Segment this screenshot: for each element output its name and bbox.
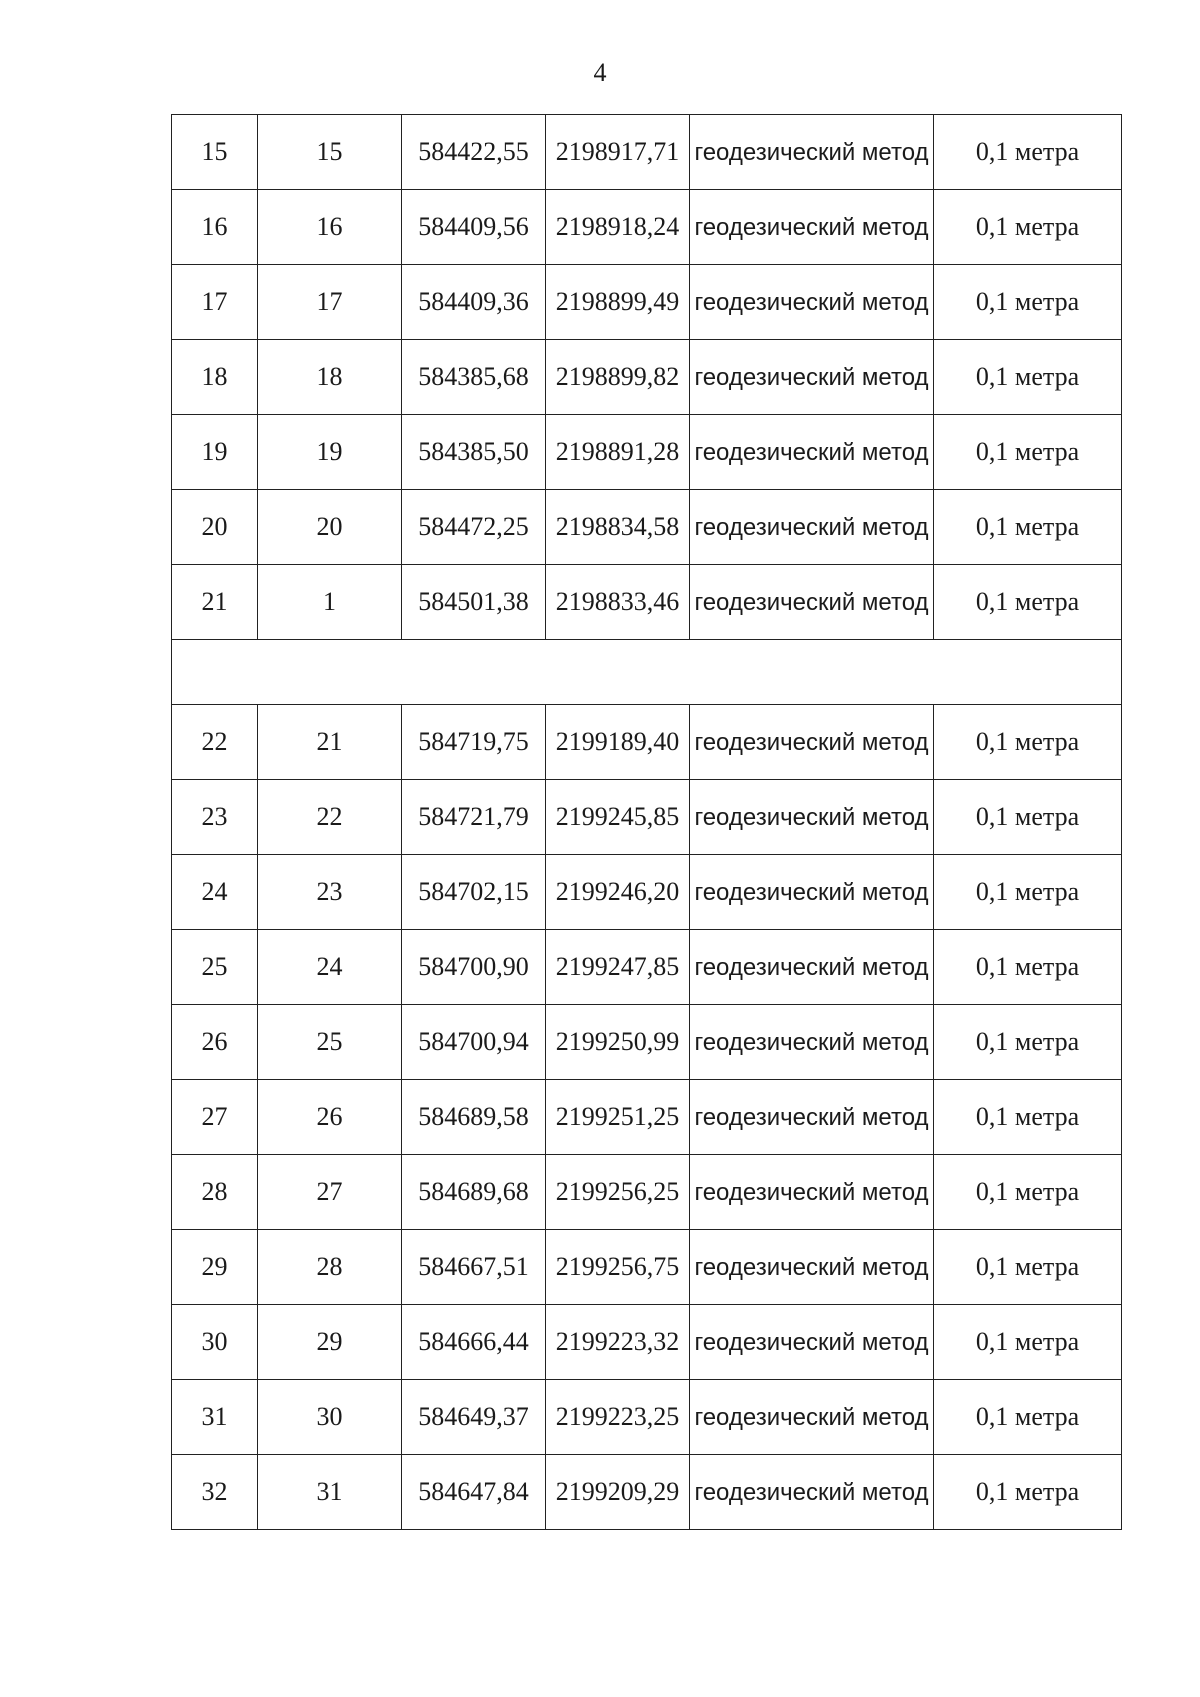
accuracy-cell: 0,1 метра xyxy=(934,780,1122,855)
accuracy-cell: 0,1 метра xyxy=(934,1155,1122,1230)
coordinate-x-cell: 584472,25 xyxy=(402,490,546,565)
table-row xyxy=(172,1230,1122,1305)
accuracy-cell: 0,1 метра xyxy=(934,705,1122,780)
coordinate-y-cell: 2199189,40 xyxy=(546,705,690,780)
table-row xyxy=(172,780,1122,855)
table-row xyxy=(172,115,1122,190)
row-number-cell: 26 xyxy=(172,1005,258,1080)
method-cell: геодезический метод xyxy=(690,1155,934,1230)
section-separator-cell xyxy=(172,640,1122,705)
accuracy-cell: 0,1 метра xyxy=(934,190,1122,265)
row-number-cell: 24 xyxy=(172,855,258,930)
table-row xyxy=(172,1380,1122,1455)
method-cell: геодезический метод xyxy=(690,1230,934,1305)
coordinate-y-cell: 2198833,46 xyxy=(546,565,690,640)
method-cell: геодезический метод xyxy=(690,1080,934,1155)
accuracy-cell: 0,1 метра xyxy=(934,1305,1122,1380)
accuracy-cell: 0,1 метра xyxy=(934,340,1122,415)
accuracy-cell: 0,1 метра xyxy=(934,930,1122,1005)
method-cell: геодезический метод xyxy=(690,1305,934,1380)
method-cell: геодезический метод xyxy=(690,930,934,1005)
point-number-cell: 25 xyxy=(258,1005,402,1080)
point-number-cell: 27 xyxy=(258,1155,402,1230)
row-number-cell: 31 xyxy=(172,1380,258,1455)
coordinate-y-cell: 2198918,24 xyxy=(546,190,690,265)
accuracy-cell: 0,1 метра xyxy=(934,1080,1122,1155)
method-cell: геодезический метод xyxy=(690,780,934,855)
point-number-cell: 23 xyxy=(258,855,402,930)
point-number-cell: 21 xyxy=(258,705,402,780)
table-row xyxy=(172,1455,1122,1530)
table-row xyxy=(172,855,1122,930)
coordinate-y-cell: 2198899,82 xyxy=(546,340,690,415)
row-number-cell: 17 xyxy=(172,265,258,340)
row-number-cell: 16 xyxy=(172,190,258,265)
table-row xyxy=(172,340,1122,415)
method-cell: геодезический метод xyxy=(690,415,934,490)
row-number-cell: 29 xyxy=(172,1230,258,1305)
coordinate-y-cell: 2199245,85 xyxy=(546,780,690,855)
method-cell: геодезический метод xyxy=(690,340,934,415)
row-number-cell: 25 xyxy=(172,930,258,1005)
point-number-cell: 28 xyxy=(258,1230,402,1305)
row-number-cell: 32 xyxy=(172,1455,258,1530)
coordinate-y-cell: 2198891,28 xyxy=(546,415,690,490)
point-number-cell: 31 xyxy=(258,1455,402,1530)
coordinate-x-cell: 584501,38 xyxy=(402,565,546,640)
section-separator-row xyxy=(172,640,1122,705)
coordinate-y-cell: 2199209,29 xyxy=(546,1455,690,1530)
table-row xyxy=(172,190,1122,265)
coordinate-x-cell: 584700,94 xyxy=(402,1005,546,1080)
method-cell: геодезический метод xyxy=(690,565,934,640)
page-number: 4 xyxy=(593,58,607,87)
point-number-cell: 22 xyxy=(258,780,402,855)
coordinate-y-cell: 2199250,99 xyxy=(546,1005,690,1080)
accuracy-cell: 0,1 метра xyxy=(934,1380,1122,1455)
coordinate-x-cell: 584721,79 xyxy=(402,780,546,855)
point-number-cell: 19 xyxy=(258,415,402,490)
coordinate-x-cell: 584409,56 xyxy=(402,190,546,265)
point-number-cell: 16 xyxy=(258,190,402,265)
coordinates-table xyxy=(171,114,1122,1530)
table-row xyxy=(172,490,1122,565)
point-number-cell: 18 xyxy=(258,340,402,415)
accuracy-cell: 0,1 метра xyxy=(934,855,1122,930)
row-number-cell: 30 xyxy=(172,1305,258,1380)
row-number-cell: 21 xyxy=(172,565,258,640)
coordinate-x-cell: 584700,90 xyxy=(402,930,546,1005)
coordinate-y-cell: 2199246,20 xyxy=(546,855,690,930)
coordinate-x-cell: 584385,50 xyxy=(402,415,546,490)
row-number-cell: 22 xyxy=(172,705,258,780)
point-number-cell: 20 xyxy=(258,490,402,565)
coordinate-y-cell: 2199223,32 xyxy=(546,1305,690,1380)
point-number-cell: 26 xyxy=(258,1080,402,1155)
method-cell: геодезический метод xyxy=(690,115,934,190)
table-row xyxy=(172,930,1122,1005)
row-number-cell: 23 xyxy=(172,780,258,855)
coordinate-y-cell: 2199223,25 xyxy=(546,1380,690,1455)
row-number-cell: 27 xyxy=(172,1080,258,1155)
table-row xyxy=(172,1155,1122,1230)
method-cell: геодезический метод xyxy=(690,705,934,780)
coordinate-x-cell: 584385,68 xyxy=(402,340,546,415)
accuracy-cell: 0,1 метра xyxy=(934,1005,1122,1080)
coordinate-y-cell: 2198899,49 xyxy=(546,265,690,340)
row-number-cell: 19 xyxy=(172,415,258,490)
method-cell: геодезический метод xyxy=(690,490,934,565)
point-number-cell: 29 xyxy=(258,1305,402,1380)
row-number-cell: 15 xyxy=(172,115,258,190)
point-number-cell: 17 xyxy=(258,265,402,340)
table-row xyxy=(172,705,1122,780)
row-number-cell: 20 xyxy=(172,490,258,565)
method-cell: геодезический метод xyxy=(690,265,934,340)
coordinates-table-body xyxy=(172,115,1122,1530)
point-number-cell: 24 xyxy=(258,930,402,1005)
point-number-cell: 1 xyxy=(258,565,402,640)
accuracy-cell: 0,1 метра xyxy=(934,490,1122,565)
table-row xyxy=(172,1080,1122,1155)
coordinate-x-cell: 584647,84 xyxy=(402,1455,546,1530)
coordinate-y-cell: 2198834,58 xyxy=(546,490,690,565)
coordinate-x-cell: 584422,55 xyxy=(402,115,546,190)
coordinate-x-cell: 584689,68 xyxy=(402,1155,546,1230)
table-row xyxy=(172,415,1122,490)
table-row xyxy=(172,1005,1122,1080)
method-cell: геодезический метод xyxy=(690,1005,934,1080)
coordinate-x-cell: 584702,15 xyxy=(402,855,546,930)
coordinate-y-cell: 2199256,25 xyxy=(546,1155,690,1230)
coordinate-x-cell: 584649,37 xyxy=(402,1380,546,1455)
method-cell: геодезический метод xyxy=(690,1380,934,1455)
accuracy-cell: 0,1 метра xyxy=(934,265,1122,340)
table-row xyxy=(172,265,1122,340)
table-row xyxy=(172,565,1122,640)
coordinate-y-cell: 2199251,25 xyxy=(546,1080,690,1155)
row-number-cell: 28 xyxy=(172,1155,258,1230)
coordinate-x-cell: 584667,51 xyxy=(402,1230,546,1305)
accuracy-cell: 0,1 метра xyxy=(934,565,1122,640)
coordinate-x-cell: 584409,36 xyxy=(402,265,546,340)
coordinate-x-cell: 584666,44 xyxy=(402,1305,546,1380)
row-number-cell: 18 xyxy=(172,340,258,415)
coordinate-x-cell: 584689,58 xyxy=(402,1080,546,1155)
accuracy-cell: 0,1 метра xyxy=(934,1455,1122,1530)
method-cell: геодезический метод xyxy=(690,1455,934,1530)
point-number-cell: 15 xyxy=(258,115,402,190)
method-cell: геодезический метод xyxy=(690,855,934,930)
table-row xyxy=(172,1305,1122,1380)
accuracy-cell: 0,1 метра xyxy=(934,1230,1122,1305)
coordinate-y-cell: 2199247,85 xyxy=(546,930,690,1005)
accuracy-cell: 0,1 метра xyxy=(934,115,1122,190)
method-cell: геодезический метод xyxy=(690,190,934,265)
coordinate-y-cell: 2198917,71 xyxy=(546,115,690,190)
coordinate-y-cell: 2199256,75 xyxy=(546,1230,690,1305)
accuracy-cell: 0,1 метра xyxy=(934,415,1122,490)
coordinate-x-cell: 584719,75 xyxy=(402,705,546,780)
point-number-cell: 30 xyxy=(258,1380,402,1455)
